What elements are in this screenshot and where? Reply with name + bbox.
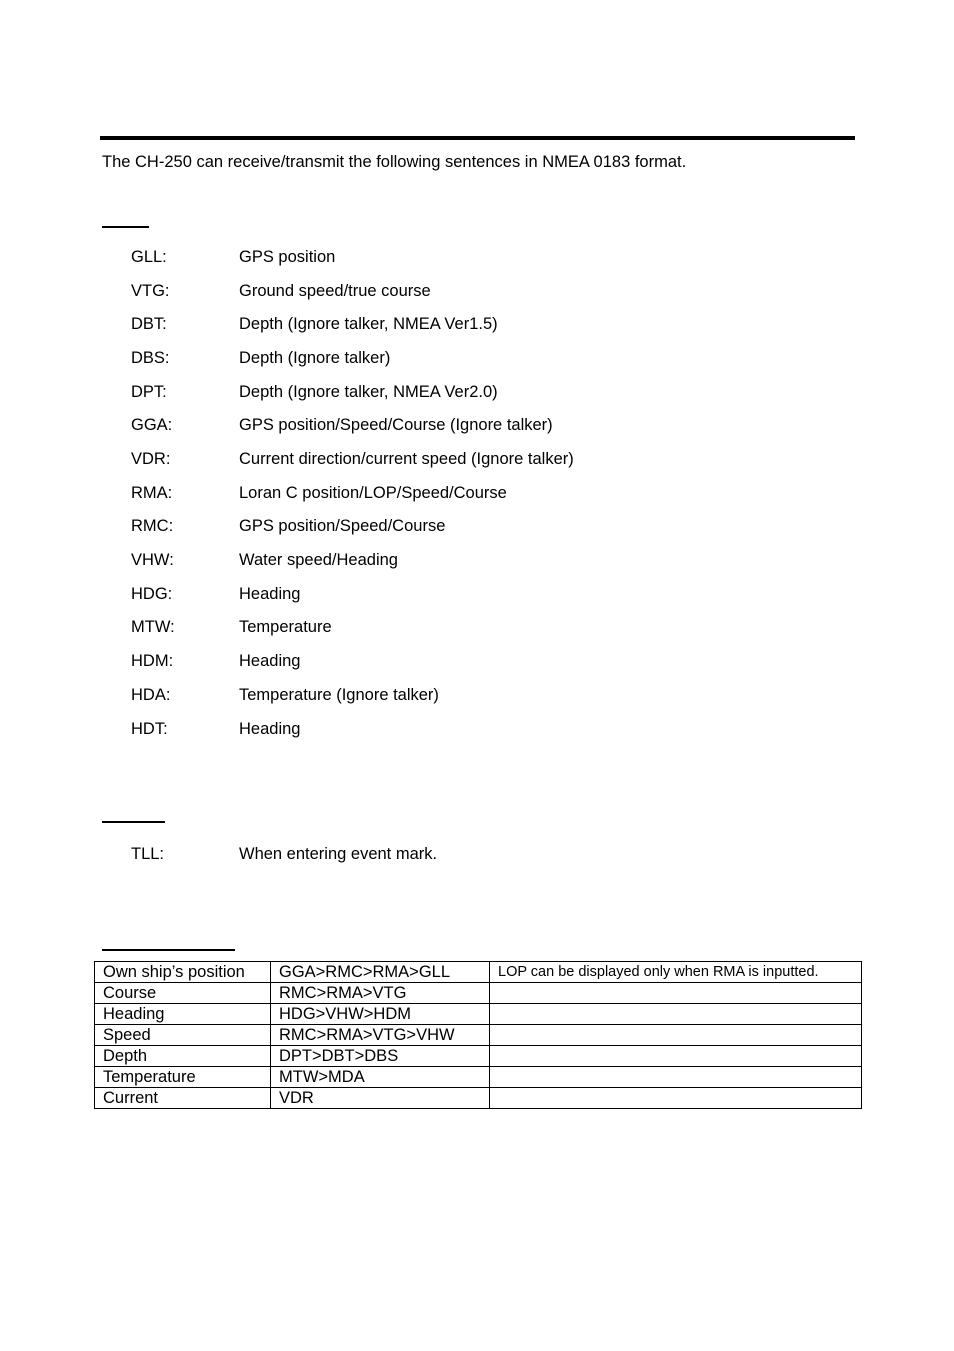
sentence-desc: When entering event mark. bbox=[239, 845, 438, 863]
item-cell: Heading bbox=[95, 1004, 271, 1025]
sentence-code: HDM: bbox=[131, 652, 174, 670]
order-cell: MTW>MDA bbox=[271, 1067, 490, 1088]
sentence-desc: GPS position bbox=[239, 248, 336, 266]
input-heading-underline bbox=[102, 226, 149, 228]
table-row bbox=[95, 1025, 862, 1046]
table-row bbox=[95, 1088, 862, 1109]
table-row bbox=[95, 962, 862, 983]
output-heading-underline bbox=[102, 821, 165, 823]
note-cell bbox=[490, 983, 862, 1004]
note-cell bbox=[490, 1067, 862, 1088]
item-cell: Current bbox=[95, 1088, 271, 1109]
sentence-desc: Depth (Ignore talker) bbox=[239, 349, 391, 367]
sentence-code: TLL: bbox=[131, 845, 165, 863]
sentence-desc: Loran C position/LOP/Speed/Course bbox=[239, 484, 507, 502]
table-row bbox=[95, 1046, 862, 1067]
sentence-code: DBT: bbox=[131, 315, 167, 333]
sentence-code: DPT: bbox=[131, 383, 167, 401]
order-cell: GGA>RMC>RMA>GLL bbox=[271, 962, 490, 983]
table-row bbox=[95, 1067, 862, 1088]
sentence-desc: Heading bbox=[239, 720, 301, 738]
order-cell: VDR bbox=[271, 1088, 490, 1109]
table-row bbox=[95, 983, 862, 1004]
sentence-desc: Water speed/Heading bbox=[239, 551, 398, 569]
item-cell: Depth bbox=[95, 1046, 271, 1067]
note-cell bbox=[490, 1025, 862, 1046]
sentence-desc: Depth (Ignore talker, NMEA Ver1.5) bbox=[239, 315, 498, 333]
sentence-desc: Depth (Ignore talker, NMEA Ver2.0) bbox=[239, 383, 498, 401]
item-cell: Own ship’s position bbox=[95, 962, 271, 983]
note-cell: LOP can be displayed only when RMA is inputted. bbox=[490, 962, 862, 983]
note-cell bbox=[490, 1004, 862, 1025]
sentence-code: HDA: bbox=[131, 686, 171, 704]
sentence-code: VDR: bbox=[131, 450, 171, 468]
sentence-code: VHW: bbox=[131, 551, 174, 569]
order-cell: HDG>VHW>HDM bbox=[271, 1004, 490, 1025]
intro-text: The CH-250 can receive/transmit the following sentences in NMEA 0183 format. bbox=[102, 153, 687, 171]
order-cell: RMC>RMA>VTG bbox=[271, 983, 490, 1004]
item-cell: Speed bbox=[95, 1025, 271, 1046]
note-cell bbox=[490, 1046, 862, 1067]
item-cell: Temperature bbox=[95, 1067, 271, 1088]
sentence-desc: Temperature (Ignore talker) bbox=[239, 686, 439, 704]
priority-heading-underline bbox=[102, 949, 235, 951]
sentence-code: HDT: bbox=[131, 720, 168, 738]
sentence-desc: GPS position/Speed/Course (Ignore talker) bbox=[239, 416, 553, 434]
table-row bbox=[95, 1004, 862, 1025]
note-cell bbox=[490, 1088, 862, 1109]
sentence-desc: Current direction/current speed (Ignore talker) bbox=[239, 450, 574, 468]
sentence-desc: GPS position/Speed/Course bbox=[239, 517, 446, 535]
order-cell: RMC>RMA>VTG>VHW bbox=[271, 1025, 490, 1046]
sentence-code: GLL: bbox=[131, 248, 167, 266]
sentence-desc: Ground speed/true course bbox=[239, 282, 431, 300]
sentence-code: HDG: bbox=[131, 585, 173, 603]
sentence-code: VTG: bbox=[131, 282, 170, 300]
sentence-desc: Heading bbox=[239, 585, 301, 603]
sentence-desc: Heading bbox=[239, 652, 301, 670]
sentence-code: DBS: bbox=[131, 349, 170, 367]
sentence-code: RMA: bbox=[131, 484, 173, 502]
top-rule bbox=[100, 136, 855, 140]
sentence-code: GGA: bbox=[131, 416, 173, 434]
sentence-code: RMC: bbox=[131, 517, 174, 535]
order-cell: DPT>DBT>DBS bbox=[271, 1046, 490, 1067]
priority-table bbox=[94, 961, 862, 1109]
sentence-desc: Temperature bbox=[239, 618, 332, 636]
sentence-code: MTW: bbox=[131, 618, 175, 636]
item-cell: Course bbox=[95, 983, 271, 1004]
